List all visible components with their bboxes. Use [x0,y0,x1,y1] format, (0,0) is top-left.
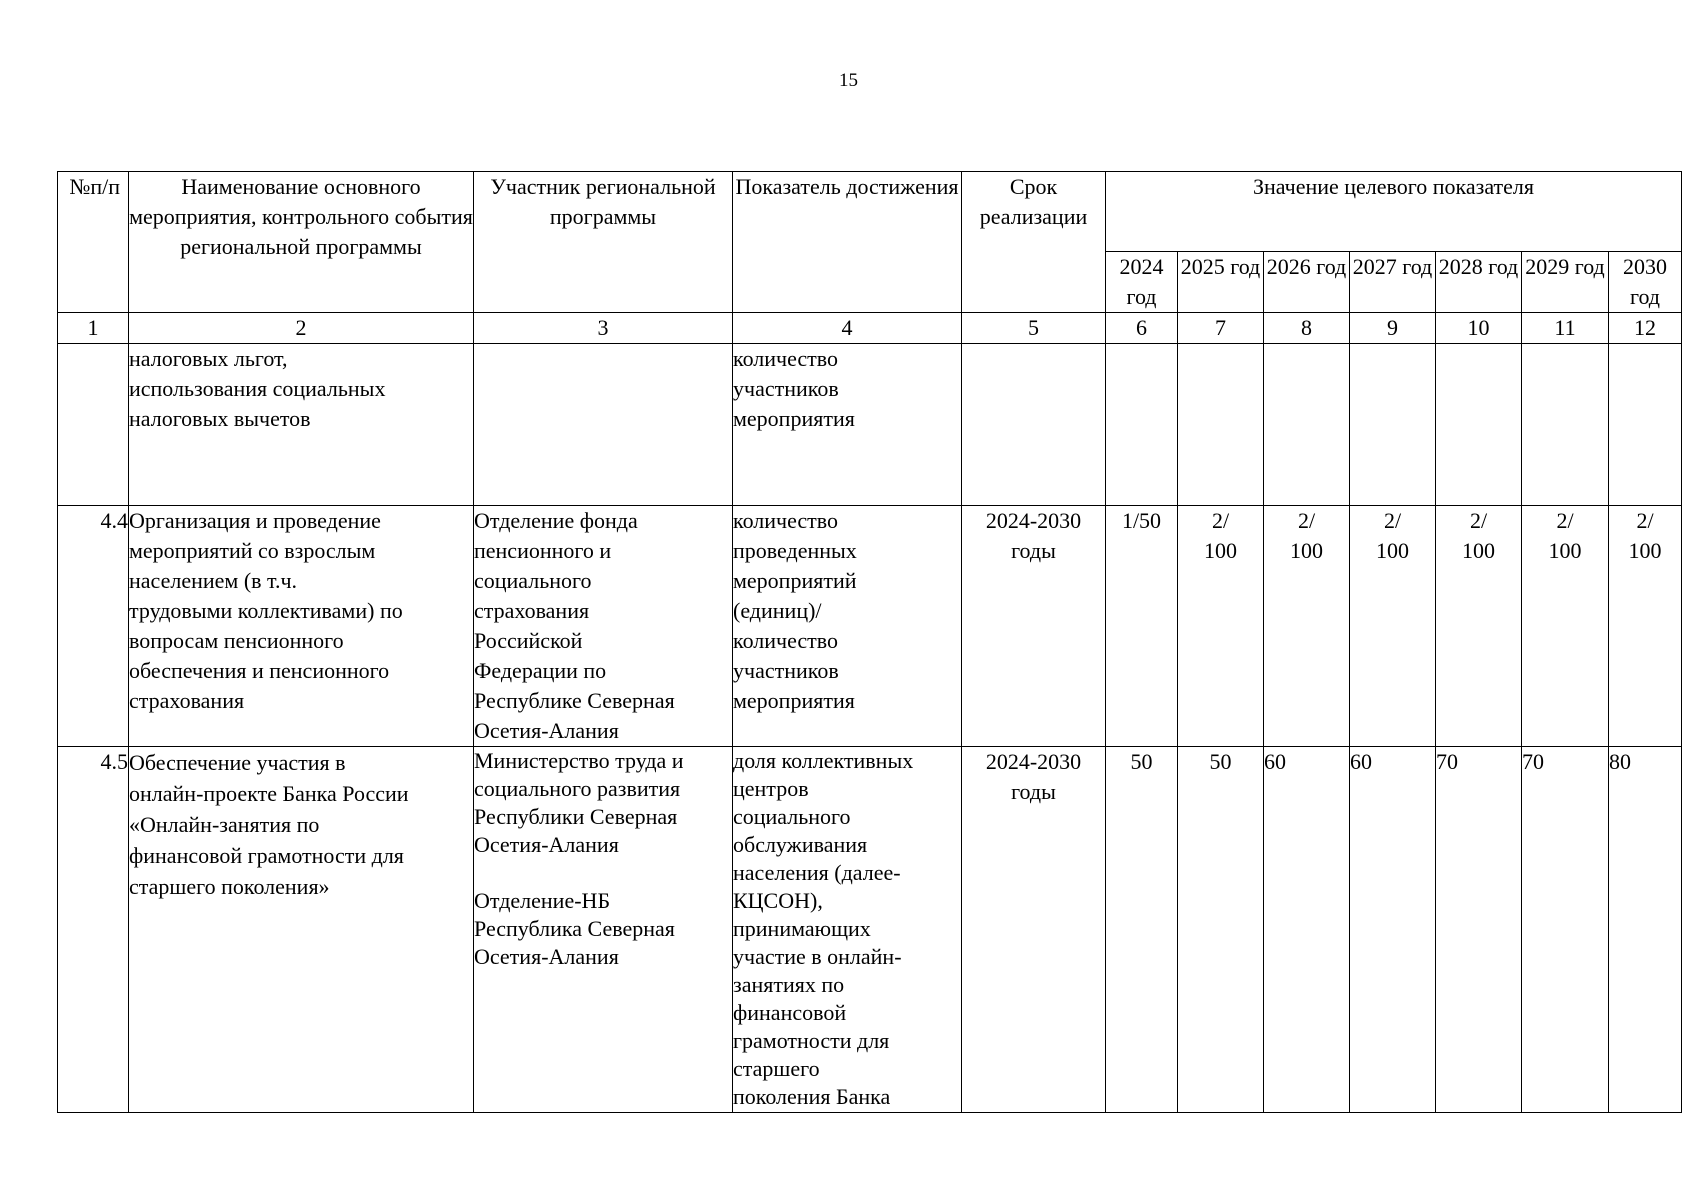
target-indicators-table [57,171,1682,1113]
table-row [58,506,1682,747]
column-numbers-row [58,313,1682,344]
row-value: 70 [1522,747,1609,1113]
row-value [1264,506,1350,747]
row-term [962,747,1106,1113]
row-indicator [733,506,962,747]
row-name [129,747,474,1113]
column-number: 1 [58,313,129,344]
row-value [1350,506,1436,747]
header-year: 2028 год [1436,252,1522,313]
header-term: Срок реализации [962,172,1106,313]
row-value [1264,344,1350,506]
header-year: 2029 год [1522,252,1609,313]
column-number: 10 [1436,313,1522,344]
column-number: 11 [1522,313,1609,344]
row-participant-text: Отделение фонда пенсионного и социального страхования Российской Федерации по Республике Северная Осетия-Алания [474,508,675,743]
row-value: 60 [1264,747,1350,1113]
row-indicator-text: доля коллективных центров социального обслуживания населения (далее- КЦСОН), принимающих участие в онлайн- занятиях по финансовой грамотности для старшего поколения Банка [733,748,914,1109]
row-value [1106,506,1178,747]
column-number: 8 [1264,313,1350,344]
page-number: 15 [839,70,858,91]
row-value-text: 2/ 100 [1628,508,1662,563]
row-number: 4.5 [58,747,129,1113]
row-indicator [733,344,962,506]
header-year: 2027 год [1350,252,1436,313]
row-indicator-text: количество участников мероприятия [733,346,855,431]
row-participant [474,506,733,747]
row-value [1178,506,1264,747]
row-value [1522,344,1609,506]
row-name-text: Организация и проведение мероприятий со взрослым населением (в т.ч. трудовыми коллективами) по вопросам пенсионного обеспечения и пенсионного страхования [129,508,403,713]
row-value-text: 2/ 100 [1462,508,1495,563]
row-value-text: 2/ 100 [1548,508,1582,563]
header-indicator: Показатель достижения [733,172,962,313]
row-value-text: 1/50 [1121,508,1162,533]
table-row [58,344,1682,506]
row-value [1522,506,1609,747]
column-number: 3 [474,313,733,344]
row-value [1436,344,1522,506]
row-number: 4.4 [58,506,129,747]
row-name-text: Обеспечение участия в онлайн-проекте Банка России «Онлайн-занятия по финансовой грамотности для старшего поколения» [129,750,409,899]
row-participant [474,747,733,1113]
row-value: 80 [1609,747,1682,1113]
row-term [962,506,1106,747]
header-year: 2025 год [1178,252,1264,313]
row-number [58,344,129,506]
row-value: 70 [1436,747,1522,1113]
row-value [1609,506,1682,747]
row-name [129,344,474,506]
row-value-text: 2/ 100 [1204,508,1237,563]
row-value [1350,344,1436,506]
header-target-value: Значение целевого показателя [1106,172,1682,252]
header-year: 2024 год [1106,252,1178,313]
header-row [58,172,1682,252]
row-term-text: 2024-2030 годы [985,749,1082,804]
row-value [1178,344,1264,506]
header-name: Наименование основного мероприятия, контрольного события региональной программы [129,172,474,313]
column-number: 5 [962,313,1106,344]
row-name-text: налоговых льгот, использования социальных налоговых вычетов [129,346,386,431]
row-participant [474,344,733,506]
column-number: 7 [1178,313,1264,344]
row-value: 50 [1106,747,1178,1113]
column-number: 12 [1609,313,1682,344]
column-number: 4 [733,313,962,344]
row-value-text: 2/ 100 [1376,508,1409,563]
row-participant-text: Министерство труда и социального развития Республики Северная Осетия-Алания Отделение-НБ Республика Северная Осетия-Алания [474,748,684,969]
row-value [1609,344,1682,506]
row-value [1436,506,1522,747]
column-number: 9 [1350,313,1436,344]
row-value [1106,344,1178,506]
row-indicator-text: количество проведенных мероприятий (единиц)/ количество участников мероприятия [733,508,857,713]
column-number: 2 [129,313,474,344]
row-value: 60 [1350,747,1436,1113]
row-term-text: 2024-2030 годы [985,508,1082,563]
row-value-text: 2/ 100 [1290,508,1323,563]
row-indicator [733,747,962,1113]
row-value: 50 [1178,747,1264,1113]
column-number: 6 [1106,313,1178,344]
header-year: 2030 год [1609,252,1682,313]
table-row [58,747,1682,1113]
row-term [962,344,1106,506]
header-num: №п/п [58,172,129,313]
header-year: 2026 год [1264,252,1350,313]
header-participant: Участник региональной программы [474,172,733,313]
row-name [129,506,474,747]
